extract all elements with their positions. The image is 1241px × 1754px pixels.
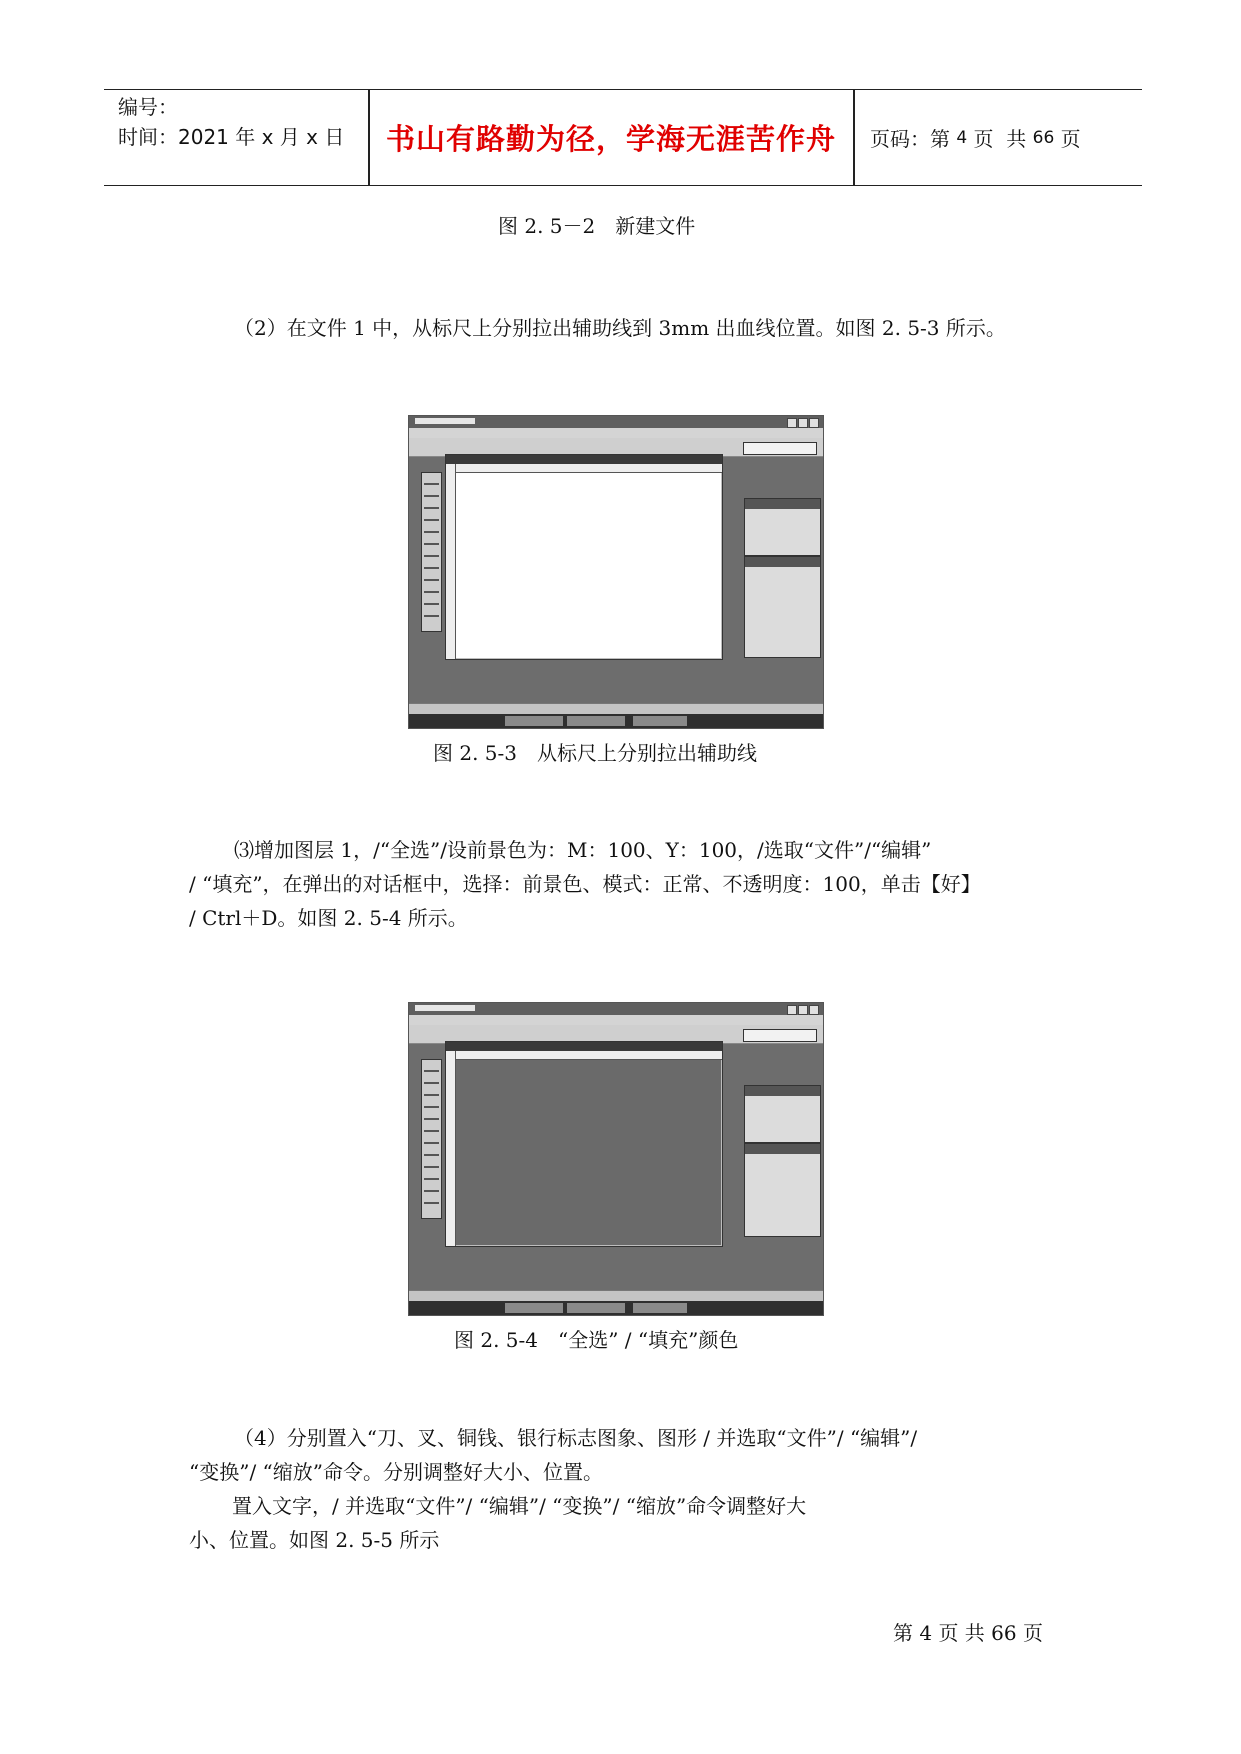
screenshot-guides <box>408 415 824 729</box>
maximize-icon <box>798 1005 808 1015</box>
app-titlebar <box>409 1003 823 1015</box>
screenshot-fill <box>408 1002 824 1316</box>
toolbox <box>421 472 442 632</box>
paragraph-step-3-line: / “填充”，在弹出的对话框中，选择：前景色、模式：正常、不透明度：100，单击【好】 <box>189 872 981 896</box>
serial-number-label: 编号： <box>118 95 178 119</box>
paragraph-step-4-line: （4）分别置入“刀、叉、铜钱、银行标志图象、图形 / 并选取“文件”/ “编辑”/ <box>234 1426 918 1450</box>
page-header <box>104 89 1142 186</box>
paragraph-step-4-line: 小、位置。如图 2. 5-5 所示 <box>189 1528 440 1552</box>
page-footer: 第 4 页 共 66 页 <box>893 1621 1043 1645</box>
close-icon <box>809 1005 819 1015</box>
page-mid: 页 共 <box>967 127 1033 151</box>
app-title <box>415 1005 475 1011</box>
horizontal-ruler <box>455 464 722 473</box>
status-bar <box>409 1290 823 1301</box>
header-page-info <box>870 90 1081 185</box>
document-titlebar <box>446 455 722 464</box>
status-bar <box>409 703 823 714</box>
header-meta <box>118 92 344 152</box>
date-label: 时间：2021 年 x 月 x 日 <box>118 125 345 149</box>
minimize-icon <box>787 1005 797 1015</box>
palette-well-button <box>743 1029 817 1042</box>
paragraph-step-4-line: 置入文字，/ 并选取“文件”/ “编辑”/ “变换”/ “缩放”命令调整好大 <box>232 1494 807 1518</box>
canvas-filled <box>456 1060 721 1245</box>
layers-palette <box>744 556 821 658</box>
paragraph-step-3-line: ⑶增加图层 1，/“全选”/设前景色为：M：100、Y：100，/选取“文件”/“编辑” <box>234 838 932 862</box>
document-titlebar <box>446 1042 722 1051</box>
vertical-ruler <box>446 464 456 659</box>
figure-caption: 图 2. 5-4 “全选” / “填充”颜色 <box>454 1328 739 1352</box>
taskbar <box>409 714 823 728</box>
taskbar <box>409 1301 823 1315</box>
paragraph-step-3-line: / Ctrl＋D。如图 2. 5-4 所示。 <box>189 906 468 930</box>
toolbox <box>421 1059 442 1219</box>
app-menubar <box>409 428 823 438</box>
vertical-ruler <box>446 1051 456 1246</box>
document-window <box>445 454 723 660</box>
color-palette <box>744 1085 821 1143</box>
paragraph-step-4-line: “变换”/ “缩放”命令。分别调整好大小、位置。 <box>189 1460 603 1484</box>
header-divider <box>853 90 855 185</box>
maximize-icon <box>798 418 808 428</box>
horizontal-ruler <box>455 1051 722 1060</box>
app-title <box>415 418 475 424</box>
canvas-blank <box>456 473 721 658</box>
color-palette <box>744 498 821 556</box>
page-prefix: 页码：第 <box>870 127 957 151</box>
page-number: 4 <box>956 127 968 148</box>
figure-caption: 图 2. 5－2 新建文件 <box>498 214 696 238</box>
app-titlebar <box>409 416 823 428</box>
app-menubar <box>409 1015 823 1025</box>
page-total: 66 <box>1032 127 1055 148</box>
minimize-icon <box>787 418 797 428</box>
header-motto: 书山有路勤为径，学海无涯苦作舟 <box>385 122 836 156</box>
close-icon <box>809 418 819 428</box>
document-window <box>445 1041 723 1247</box>
layers-palette <box>744 1143 821 1237</box>
figure-caption: 图 2. 5-3 从标尺上分别拉出辅助线 <box>433 741 758 765</box>
paragraph-step-2: （2）在文件 1 中，从标尺上分别拉出辅助线到 3mm 出血线位置。如图 2. 5-3 所示。 <box>234 316 1006 340</box>
page-suffix: 页 <box>1054 127 1081 151</box>
palette-well-button <box>743 442 817 455</box>
